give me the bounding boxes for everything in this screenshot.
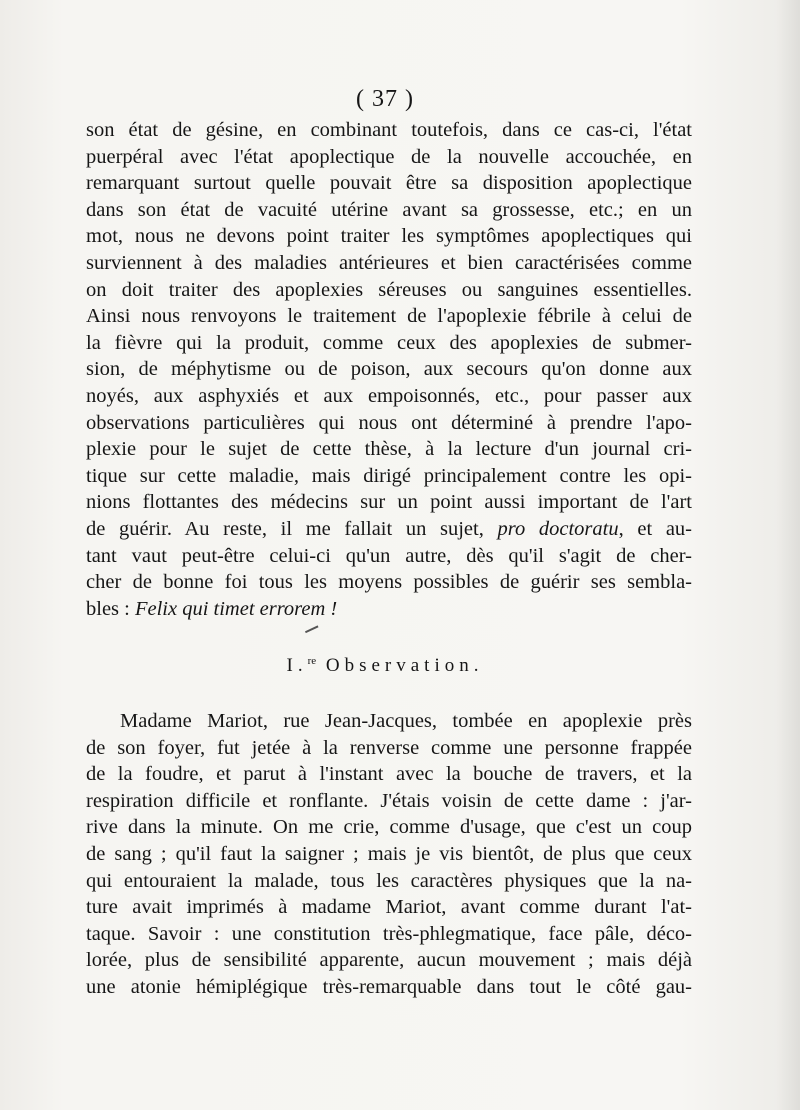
- heading-superscript: re: [307, 655, 317, 667]
- text-line: ture avait imprimés à madame Mariot, avant comme durant l'at-: [86, 896, 692, 919]
- text-line: taque. Savoir : une constitution très-phlegmatique, face pâle, déco-: [86, 922, 692, 945]
- italic-phrase: pro doctoratu: [497, 517, 619, 540]
- page-number: ( 37 ): [356, 86, 414, 112]
- text-line: nions flottantes des médecins sur un point aussi important de l'art: [86, 491, 692, 514]
- heading-numeral: I.: [286, 655, 308, 676]
- text-line: lorée, plus de sensibilité apparente, aucun mouvement ; mais déjà: [86, 949, 692, 972]
- text-line: de la foudre, et parut à l'instant avec la bouche de travers, et la: [86, 763, 692, 786]
- heading-title: Observation.: [325, 655, 484, 676]
- text-line: sion, de méphytisme ou de poison, aux secours qu'on donne aux: [86, 358, 692, 381]
- ornament-mark: [305, 625, 321, 638]
- text-line: remarquant surtout quelle pouvait être sa disposition apoplectique: [86, 172, 692, 195]
- paragraph-1: [86, 117, 692, 622]
- text-line: tant vaut peut-être celui-ci qu'un autre, dès qu'il s'agit de cher-: [86, 544, 692, 567]
- text-line: son état de gésine, en combinant toutefois, dans ce cas-ci, l'état: [86, 119, 692, 141]
- text-line: dans son état de vacuité utérine avant sa grossesse, etc.; en un: [86, 198, 692, 221]
- section-heading: [0, 655, 770, 677]
- text-line: respiration difficile et ronflante. J'étais voisin de cette dame : j'ar-: [86, 789, 692, 812]
- text-line: Ainsi nous renvoyons le traitement de l'apoplexie fébrile à celui de: [86, 305, 692, 328]
- paragraph-2: [86, 708, 692, 1001]
- text-line: une atonie hémiplégique très-remarquable dans tout le côté gau-: [86, 975, 692, 998]
- text-line: mot, nous ne devons point traiter les symptômes apoplectiques qui: [86, 225, 692, 248]
- text-line: la fièvre qui la produit, comme ceux des apoplexies de submer-: [86, 331, 692, 354]
- text-line: observations particulières qui nous ont déterminé à prendre l'apo-: [86, 411, 692, 434]
- text-line: rive dans la minute. On me crie, comme d'usage, que c'est un coup: [86, 816, 692, 839]
- text-line-mixed: [86, 596, 692, 623]
- text-line: tique sur cette maladie, mais dirigé principalement contre les opi-: [86, 464, 692, 487]
- text-line: puerpéral avec l'état apoplectique de la nouvelle accouchée, en: [86, 145, 692, 168]
- text-line-mixed: [86, 516, 692, 543]
- text-segment: de guérir. Au reste, il me fallait un sujet,: [86, 517, 484, 540]
- text-line: noyés, aux asphyxiés et aux empoisonnés, etc., pour passer aux: [86, 384, 692, 407]
- text-line: surviennent à des maladies antérieures et bien caractérisées comme: [86, 251, 692, 274]
- text-line: plexie pour le sujet de cette thèse, à la lecture d'un journal cri-: [86, 438, 692, 461]
- text-segment: bles :: [86, 597, 130, 620]
- text-line: Madame Mariot, rue Jean-Jacques, tombée en apoplexie près: [120, 710, 692, 732]
- italic-phrase: Felix qui timet errorem !: [134, 597, 338, 620]
- text-line: on doit traiter des apoplexies séreuses ou sanguines essentielles.: [86, 278, 692, 301]
- binding-shadow: [776, 0, 800, 1110]
- text-segment: , et au-: [618, 517, 692, 540]
- text-line: de sang ; qu'il faut la saigner ; mais je vis bientôt, de plus que ceux: [86, 842, 692, 865]
- text-line: de son foyer, fut jetée à la renverse comme une personne frappée: [86, 736, 692, 759]
- text-line: qui entouraient la malade, tous les caractères physiques que la na-: [86, 869, 692, 892]
- text-line: cher de bonne foi tous les moyens possibles de guérir ses sembla-: [86, 571, 692, 594]
